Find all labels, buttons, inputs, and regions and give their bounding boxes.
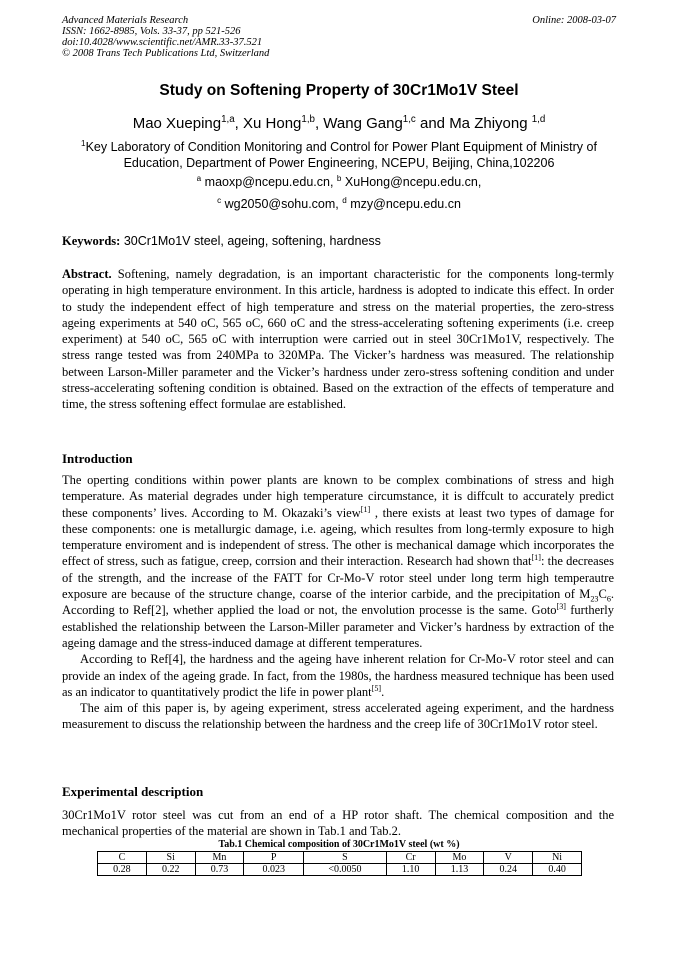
table-header-cell: Si <box>146 852 195 864</box>
table-header-cell: Mo <box>435 852 484 864</box>
experimental-body <box>62 807 614 840</box>
email-link[interactable]: XuHong@ncepu.edu.cn, <box>344 175 482 189</box>
doi-line: doi:10.4028/www.scientific.net/AMR.33-37.521 <box>62 37 263 48</box>
author-list: Mao Xueping$^{1,a}$, Xu Hong$^{1,b}$, Wang Gang$^{1,c}$ and Ma Zhiyong $^{1,d}$ <box>132 114 546 132</box>
paragraph: 30Cr1Mo1V rotor steel was cut from an end of a HP rotor shaft. The chemical composition and the mechanical properties of the material are shown in Tab.1 and Tab.2. <box>62 808 614 839</box>
table-header-cell: S <box>304 852 387 864</box>
table-header-cell: P <box>244 852 304 864</box>
table-header-cell: Mn <box>195 852 244 864</box>
abstract-label: Abstract. <box>62 267 112 281</box>
table-cell: 0.24 <box>484 864 533 876</box>
paragraph: According to Ref[4], the hardness and the ageing have inherent relation for Cr-Mo-V rotor steel and can provide an index of the ageing grade. In fact, from the 1980s, the hardness measured technique has been used as an indicator to quantitatively prodict the life in power plant[5]. <box>62 652 614 699</box>
journal-name: Advanced Materials Research <box>62 15 189 26</box>
email-link[interactable]: wg2050@sohu.com, <box>224 197 339 211</box>
online-date: Online: 2008-03-07 <box>532 15 616 26</box>
introduction-body <box>62 472 614 733</box>
affiliation: $^1$Key Laboratory of Condition Monitoring and Control for Power Plant Equipment of Ministry of Education, Department of Power Engineering, NCEPU, Beijing, China,102206 <box>81 138 597 170</box>
citation[interactable]: [5] <box>371 683 382 693</box>
table-cell: 1.13 <box>435 864 484 876</box>
section-heading-introduction: Introduction <box>62 451 133 466</box>
citation[interactable]: [1] <box>531 553 541 563</box>
author-name: Wang Gang <box>323 115 403 132</box>
author-affil-mark: 1,c <box>402 114 416 125</box>
author-name: Xu Hong <box>243 115 302 132</box>
table-caption: Tab.1 Chemical composition of 30Cr1Mo1V steel (wt %) <box>218 839 460 850</box>
author-name: Ma Zhiyong <box>449 115 528 132</box>
abstract-text: Softening, namely degradation, is an important characteristic for the components long-termly operating in high temperature environment. In this article, hardness is adopted to indicate this effect. In order to study the independent effect of high temperature and stress on the material properties, the zero-stress ageing experiments at 540 oC, 565 oC, 660 oC and the stress-accelerating softening experiments (i.e. creep experiment) at 540 oC, 565 oC with interruption were carried out in steel 30Cr1Mo1V, respectively. The stress range tested was from 240MPa to 320MPa. The Vicker’s hardness was measured. The relationship between Larson-Miller parameter and the Vicker’s hardness under zero-stress softening condition and under stress-accelerating softening condition is obtained. Based on the extraction of the effects of temperature and time, the stress softening effect formulae are established. <box>62 267 615 412</box>
table-row <box>98 864 582 876</box>
issn-line: ISSN: 1662-8985, Vols. 33-37, pp 521-526 <box>62 26 241 37</box>
citation[interactable]: [1] <box>360 504 371 514</box>
citation[interactable]: [3] <box>556 602 567 612</box>
email-link[interactable]: maoxp@ncepu.edu.cn, <box>204 175 334 189</box>
paragraph: The aim of this paper is, by ageing experiment, stress accelerated ageing experiment, and the hardness measurement to discuss the relationship between the hardness and the creep life of 30Cr1Mo1V rotor steel. <box>62 701 614 732</box>
abstract <box>62 266 614 413</box>
email-line: $^a$ maoxp@ncepu.edu.cn, $^b$ XuHong@ncepu.edu.cn, <box>196 173 482 189</box>
table-header-cell: Ni <box>533 852 582 864</box>
copyright-line: © 2008 Trans Tech Publications Ltd, Switzerland <box>62 48 270 59</box>
table-header-cell: C <box>98 852 147 864</box>
table-cell: 1.10 <box>386 864 435 876</box>
affiliation-line: Key Laboratory of Condition Monitoring and Control for Power Plant Equipment of Ministry of <box>85 140 597 154</box>
keywords-text: 30Cr1Mo1V steel, ageing, softening, hardness <box>123 234 381 248</box>
affiliation-line: Education, Department of Power Engineering, NCEPU, Beijing, China,102206 <box>123 156 555 170</box>
table-header-cell: Cr <box>386 852 435 864</box>
email-link[interactable]: mzy@ncepu.edu.cn <box>350 197 461 211</box>
table-cell: 0.73 <box>195 864 244 876</box>
table-cell: 0.023 <box>244 864 304 876</box>
section-heading-experimental: Experimental description <box>62 784 204 799</box>
author-affil-mark: 1,d <box>531 114 546 125</box>
table-cell: 0.40 <box>533 864 582 876</box>
paper-title: Study on Softening Property of 30Cr1Mo1V Steel <box>159 82 519 99</box>
table-cell: 0.28 <box>98 864 147 876</box>
table-cell: 0.22 <box>146 864 195 876</box>
table-header-cell: V <box>484 852 533 864</box>
page-header <box>62 15 616 59</box>
table-cell: <0.0050 <box>304 864 387 876</box>
author-affil-mark: 1,b <box>301 114 315 125</box>
keywords <box>62 234 614 249</box>
email-line: $^c$ wg2050@sohu.com, $^d$ mzy@ncepu.edu.cn <box>217 195 461 211</box>
keywords-label: Keywords: <box>62 234 121 248</box>
paragraph: The operting conditions within power plants are known to be complex combinations of stress and high temperature. As material degrades under high temperature circumstance, it is diffcult to accurately predict these components’ lives. According to M. Okazaki’s view[1] , there exists at least two types of damage for these components: one is metallurgic damage, i.e. ageing, which resultes from long-termly exposure to high temperature enviroment and is independent of stress. The other is mechanical damage which incorporates the effect of stress, such as fatigue, creep, corrsion and their interaction. Research had shown that[1]: the decreases of the strength, and the increase of the FATT for Cr-Mo-V rotor steel under long term high temperautre exposure are because of the structure change, coarse of the interior carbide, and the precipitation of $M_{23}C_6$. According to Ref[2], whether applied the load or not, the envolution processe is the same. Goto[3] furtherly established the relationship between the Larson-Miller parameter and Vicker’s hardness by extraction of the ageing damage and the stress-induced damage at different temperatures. <box>62 473 615 650</box>
table-header-row <box>98 852 582 864</box>
composition-table <box>97 851 582 876</box>
author-affil-mark: 1,a <box>221 114 235 125</box>
author-name: Mao Xueping <box>132 115 222 132</box>
